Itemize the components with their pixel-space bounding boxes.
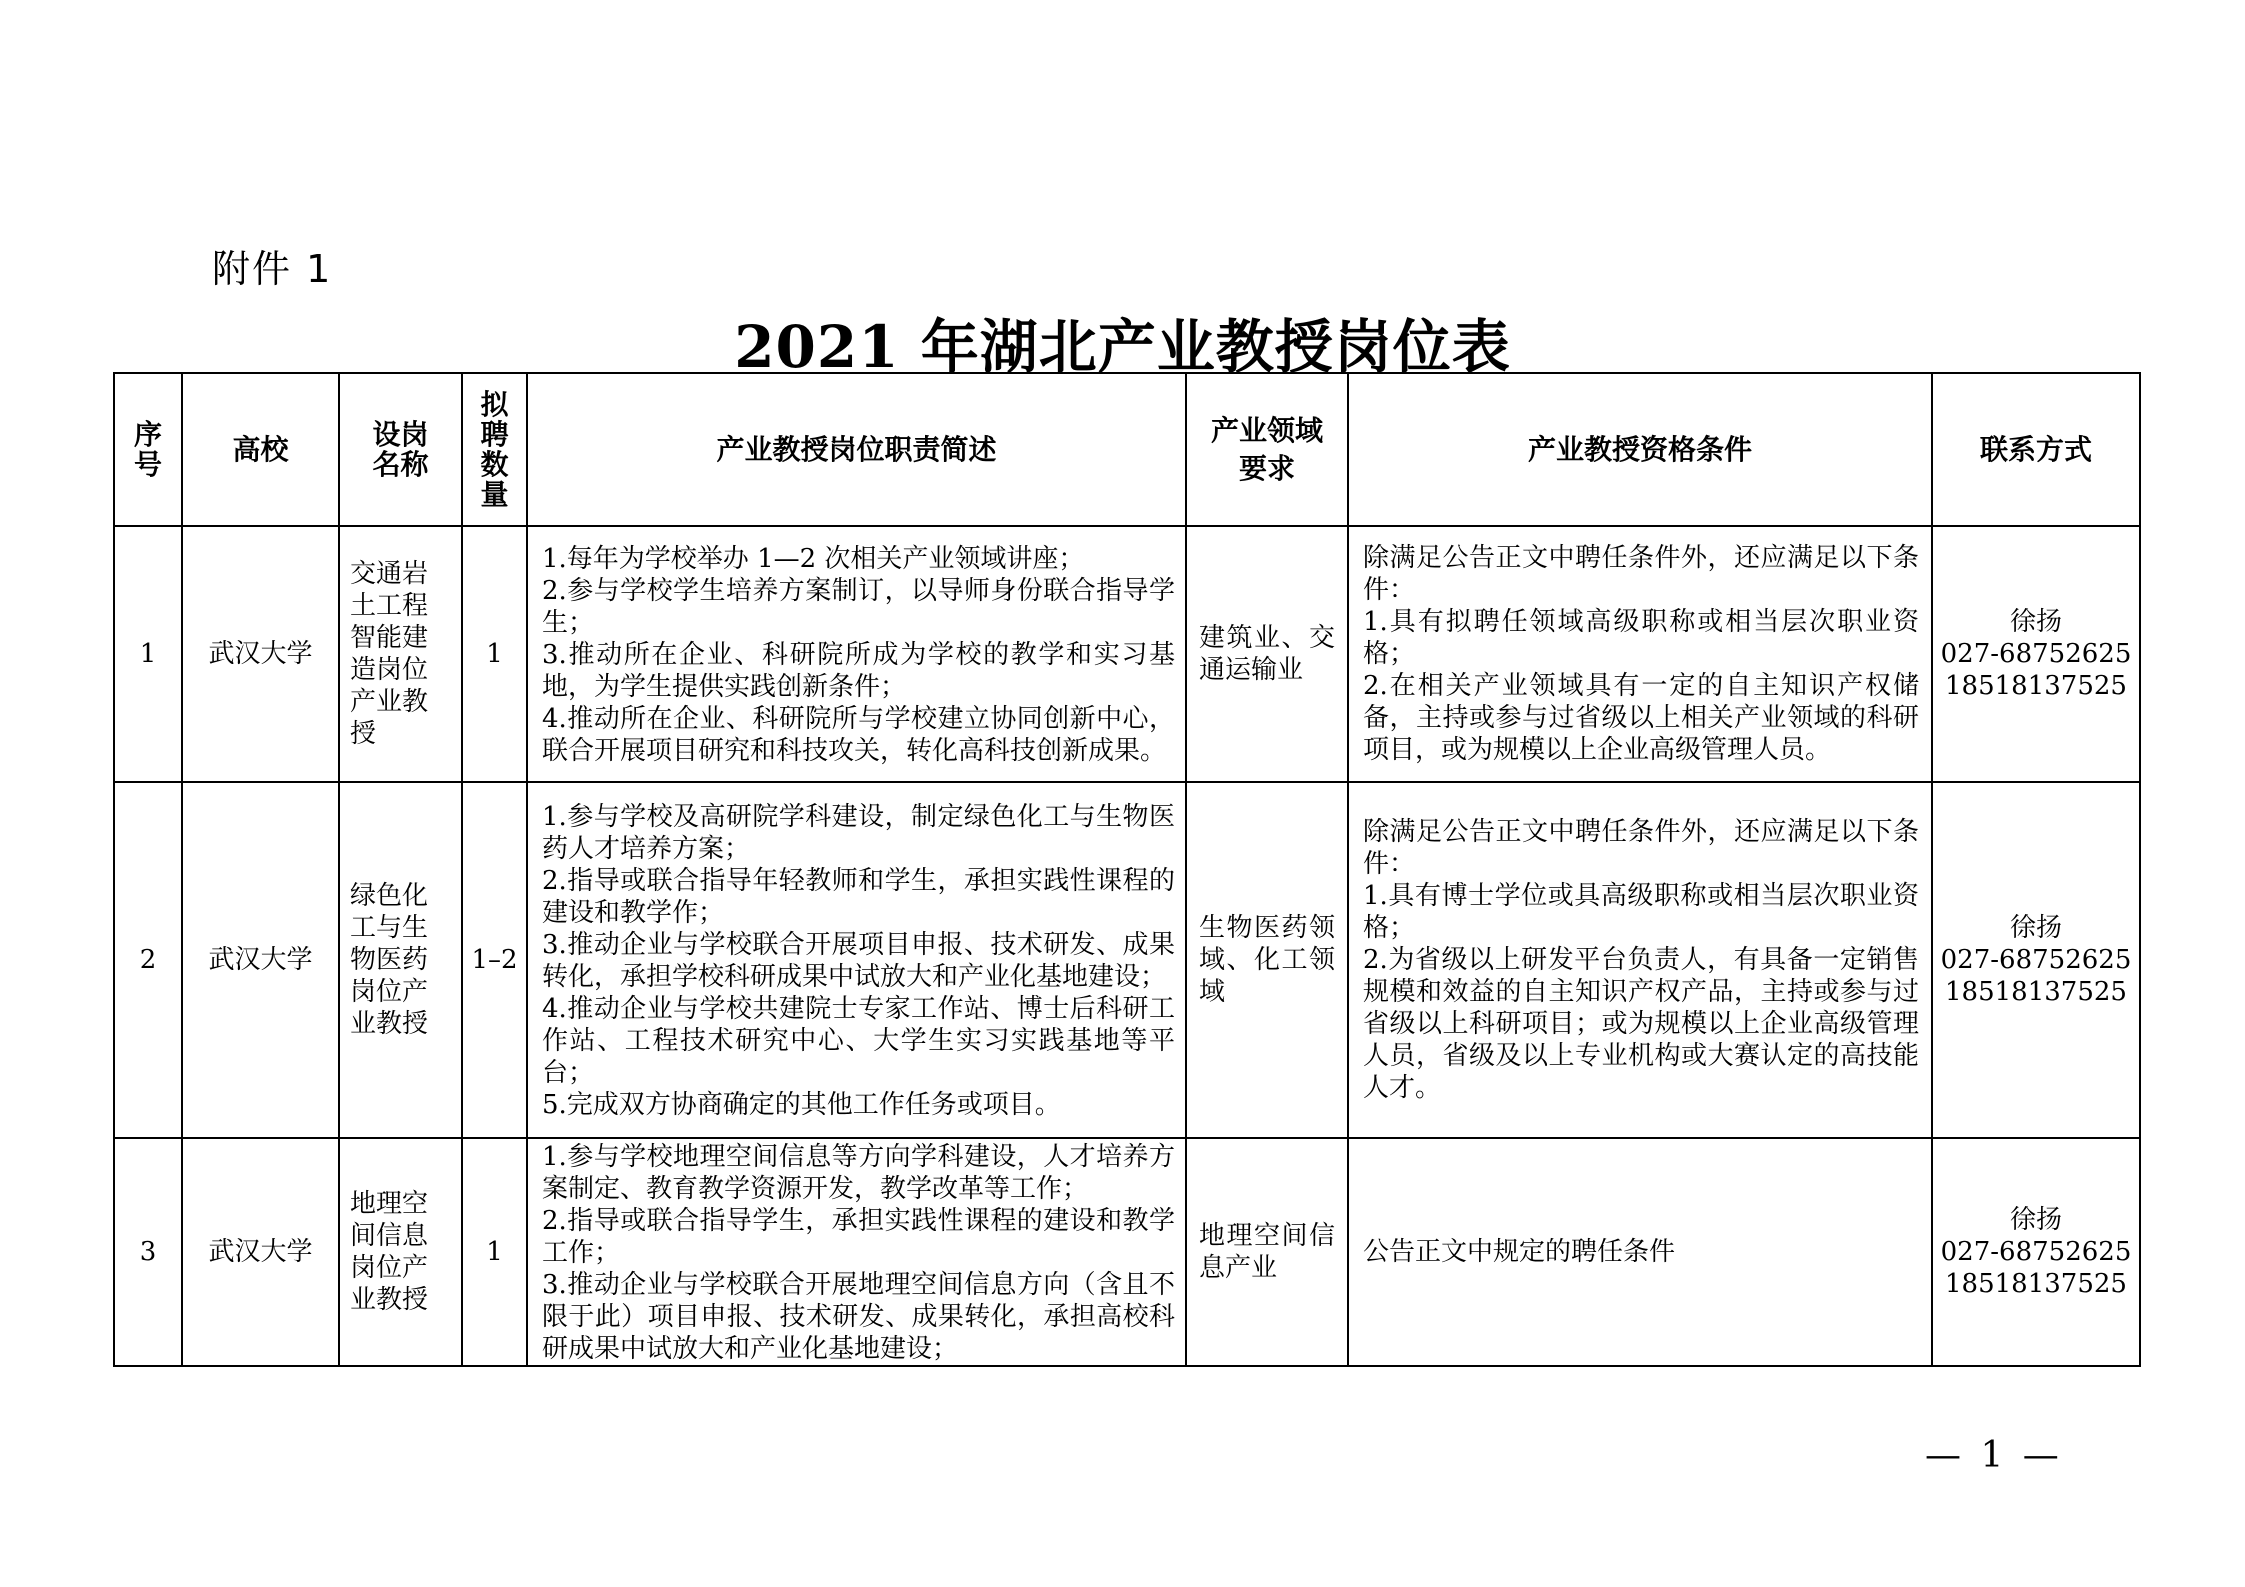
- row-quota: 1–2: [462, 782, 527, 1138]
- qualification-line: 除满足公告正文中聘任条件外，还应满足以下条件：: [1363, 543, 1919, 605]
- qualification-line: 公告正文中规定的聘任条件: [1363, 1237, 1676, 1267]
- row-contact: [1932, 526, 2140, 782]
- duty-line: 4.推动所在企业、科研院所与学校建立协同创新中心，联合开展项目研究和科技攻关，转化高科技创新成果。: [542, 704, 1175, 766]
- duty-line: 4.推动企业与学校共建院士专家工作站、博士后科研工作站、工程技术研究中心、大学生实习实践基地等平台；: [542, 994, 1175, 1088]
- table-row: [114, 782, 2140, 1138]
- contact-phone: 027-68752625: [1940, 639, 2132, 669]
- duty-line: 1.参与学校地理空间信息等方向学科建设，人才培养方案制定、教育教学资源开发，教学改革等工作；: [542, 1142, 1175, 1204]
- row-contact: [1932, 1138, 2140, 1366]
- header-duties: 产业教授岗位职责简述: [527, 373, 1186, 526]
- row-field: 建筑业、交通运输业: [1186, 526, 1348, 782]
- row-qualifications: [1348, 782, 1932, 1138]
- row-quota: 1: [462, 526, 527, 782]
- header-field: 产业领域要求: [1186, 373, 1348, 526]
- table-row: [114, 1138, 2140, 1366]
- contact-name: 徐扬: [2009, 913, 2062, 943]
- table-header-row: [114, 373, 2140, 526]
- row-duties: [527, 526, 1186, 782]
- duty-line: 3.推动企业与学校联合开展地理空间信息方向（含且不限于此）项目申报、技术研发、成果转化，承担高校科研成果中试放大和产业化基地建设；: [542, 1270, 1175, 1364]
- row-post-name: 地理空间信息岗位产业教授: [339, 1138, 462, 1366]
- contact-mobile: 18518137525: [1945, 977, 2127, 1007]
- row-university: 武汉大学: [182, 1138, 339, 1366]
- duty-line: 3.推动所在企业、科研院所成为学校的教学和实习基地，为学生提供实践创新条件；: [542, 640, 1175, 702]
- contact-mobile: 18518137525: [1945, 1269, 2127, 1299]
- qualification-line: 1.具有博士学位或具高级职称或相当层次职业资格；: [1363, 881, 1919, 943]
- contact-phone: 027-68752625: [1940, 1237, 2132, 1267]
- contact-phone: 027-68752625: [1940, 945, 2132, 975]
- document-title: 2021 年湖北产业教授岗位表: [734, 313, 1511, 381]
- qualification-line: 1.具有拟聘任领域高级职称或相当层次职业资格；: [1363, 607, 1919, 669]
- row-post-name: 交通岩土工程智能建造岗位产业教授: [339, 526, 462, 782]
- row-quota: 1: [462, 1138, 527, 1366]
- header-university: 高校: [182, 373, 339, 526]
- row-duties: [527, 1138, 1186, 1366]
- row-university: 武汉大学: [182, 526, 339, 782]
- table-row: [114, 526, 2140, 782]
- attachment-label: 附件 1: [212, 247, 333, 291]
- duty-line: 2.指导或联合指导年轻教师和学生，承担实践性课程的建设和教学作；: [542, 866, 1175, 928]
- position-table: [113, 372, 2141, 1367]
- qualification-line: 2.在相关产业领域具有一定的自主知识产权储备，主持或参与过省级以上相关产业领域的科研项目，或为规模以上企业高级管理人员。: [1363, 671, 1919, 765]
- row-qualifications: [1348, 526, 1932, 782]
- row-seq: 3: [114, 1138, 182, 1366]
- duty-line: 1.参与学校及高研院学科建设，制定绿色化工与生物医药人才培养方案；: [542, 802, 1175, 864]
- duty-line: 1.每年为学校举办 1—2 次相关产业领域讲座；: [542, 544, 1085, 574]
- header-quota: 拟聘数量: [462, 373, 527, 526]
- row-field: 生物医药领域、化工领域: [1186, 782, 1348, 1138]
- duty-line: 2.参与学校学生培养方案制订，以导师身份联合指导学生；: [542, 576, 1175, 638]
- qualification-line: 除满足公告正文中聘任条件外，还应满足以下条件：: [1363, 817, 1919, 879]
- row-university: 武汉大学: [182, 782, 339, 1138]
- row-field: 地理空间信息产业: [1186, 1138, 1348, 1366]
- qualification-line: 2.为省级以上研发平台负责人，有具备一定销售规模和效益的自主知识产权产品，主持或参与过省级以上科研项目；或为规模以上企业高级管理人员，省级及以上专业机构或大赛认定的高技能人才。: [1363, 945, 1919, 1103]
- header-post-name: 设岗名称: [339, 373, 462, 526]
- contact-mobile: 18518137525: [1945, 671, 2127, 701]
- duty-line: 3.推动企业与学校联合开展项目申报、技术研发、成果转化，承担学校科研成果中试放大和产业化基地建设；: [542, 930, 1175, 992]
- contact-name: 徐扬: [2009, 607, 2062, 637]
- page-number: — 1 —: [1925, 1435, 2063, 1476]
- row-qualifications: [1348, 1138, 1932, 1366]
- row-contact: [1932, 782, 2140, 1138]
- header-seq: 序号: [114, 373, 182, 526]
- row-duties: [527, 782, 1186, 1138]
- row-seq: 1: [114, 526, 182, 782]
- row-post-name: 绿色化工与生物医药岗位产业教授: [339, 782, 462, 1138]
- contact-name: 徐扬: [2009, 1205, 2062, 1235]
- header-qualifications: 产业教授资格条件: [1348, 373, 1932, 526]
- duty-line: 2.指导或联合指导学生，承担实践性课程的建设和教学工作；: [542, 1206, 1175, 1268]
- header-contact: 联系方式: [1932, 373, 2140, 526]
- row-seq: 2: [114, 782, 182, 1138]
- duty-line: 5.完成双方协商确定的其他工作任务或项目。: [542, 1090, 1061, 1120]
